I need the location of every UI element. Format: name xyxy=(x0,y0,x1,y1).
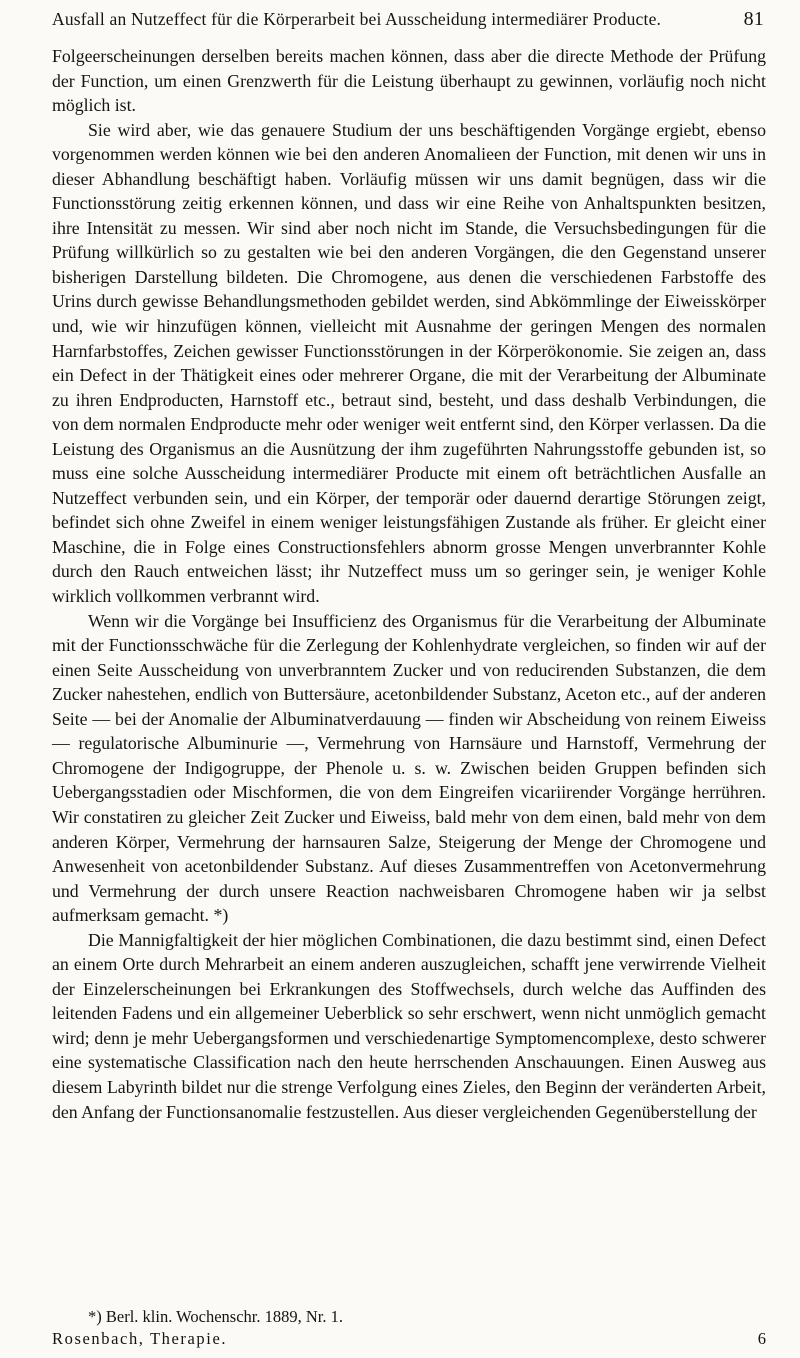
main-text xyxy=(52,44,766,1124)
signature-mark: 6 xyxy=(757,1329,766,1348)
paragraph-2: Sie wird aber, wie das genauere Studium der uns beschäftigenden Vorgänge ergiebt, ebenso vorgenommen werden können wie bei den anderen Anomalieen der Function, mit denen wir uns in dieser Abhandlung beschäftigt haben. Vorläufig müssen wir uns damit begnügen, dass wir die Functionsstörung zeitig erkennen können, und dass wir eine Reihe von Anhaltspunkten besitzen, ihre Intensität zu messen. Wir sind aber noch nicht im Stande, die Versuchsbedingungen für die Prüfung willkürlich so zu gestalten wie bei den anderen Vorgängen, die den Gegenstand unserer bisherigen Darstellung bildeten. Die Chromogene, aus denen die verschiedenen Farbstoffe des Urins durch gewisse Behandlungsmethoden gebildet werden, sind Abkömmlinge der Eiweisskörper und, wie wir hinzufügen können, vielleicht mit Ausnahme der geringen Mengen des normalen Harnfarbstoffes, Zeichen gewisser Functionsstörungen in der Körperökonomie. Sie zeigen an, dass ein Defect in der Thätigkeit eines oder mehrerer Organe, die mit der Verarbeitung der Albuminate zu ihren Endproducten, Harnstoff etc., betraut sind, besteht, und dass deshalb Verbindungen, die von dem normalen Endproducte mehr oder weniger weit entfernt sind, den Körper verlassen. Da die Leistung des Organismus an die Ausnützung der ihm zugeführten Nahrungsstoffe gebunden ist, so muss eine solche Ausscheidung intermediärer Producte mit einem oft beträchtlichen Ausfalle an Nutzeffect verbunden sein, und ein Körper, der temporär oder dauernd derartige Störungen zeigt, befindet sich ohne Zweifel in einem weniger leistungsfähigen Zustande als früher. Er gleicht einer Maschine, die in Folge eines Constructionsfehlers abnorm grosse Mengen unverbrannter Kohle durch den Rauch entweichen lässt; ihr Nutzeffect muss um so geringer sein, je weniger Kohle wirklich vollkommen verbrannt wird. xyxy=(52,119,766,607)
footnote: *) Berl. klin. Wochenschr. 1889, Nr. 1. xyxy=(88,1307,344,1326)
footer xyxy=(52,1306,766,1350)
paragraph-4: Die Mannigfaltigkeit der hier möglichen Combinationen, die dazu bestimmt sind, einen Defect an einem Orte durch Mehrarbeit an einem anderen auszugleichen, schafft jene verwirrende Vielheit der Einzelerscheinungen bei Erkrankungen des Stoffwechsels, durch welche das Auffinden des leitenden Fadens und ein allgemeiner Ueberblick so sehr erschwert, wenn nicht unmöglich gemacht wird; denn je mehr Uebergangsformen und verschiedenartige Symptomencomplexe, desto schwerer eine systematische Classification nach den heute herrschenden Anschauungen. Einen Ausweg aus diesem Labyrinth bildet nur die strenge Verfolgung eines Zieles, den Beginn der veränderten Arbeit, den Anfang der Functionsanomalie festzustellen. Aus dieser vergleichenden Gegenüberstellung der xyxy=(52,929,766,1122)
signature-line xyxy=(52,1328,766,1350)
running-header xyxy=(52,8,764,31)
running-title: Ausfall an Nutzeffect für die Körperarbeit bei Ausscheidung intermediärer Producte. xyxy=(52,9,662,29)
paragraph-3: Wenn wir die Vorgänge bei Insufficienz des Organismus für die Verarbeitung der Albuminate mit der Functionsschwäche für die Zerlegung der Kohlenhydrate vergleichen, so finden wir auf der einen Seite Ausscheidung von unverbranntem Zucker und von reducirenden Substanzen, die dem Zucker nahestehen, endlich von Buttersäure, acetonbildender Substanz, Aceton etc., auf der anderen Seite — bei der Anomalie der Albuminatverdauung — finden wir Abscheidung von reinem Eiweiss — regulatorische Albuminurie —, Vermehrung von Harnsäure und Harnstoff, Vermehrung der Chromogene der Indigogruppe, der Phenole u. s. w. Zwischen beiden Gruppen befinden sich Uebergangsstadien oder Mischformen, die von dem Eingreifen vicariirender Vorgänge herrühren. Wir constatiren zu gleicher Zeit Zucker und Eiweiss, bald mehr von dem einen, bald mehr von dem anderen Körper, Vermehrung der harnsauren Salze, Steigerung der Menge der Chromogene und Anwesenheit von acetonbildender Substanz. Auf dieses Zusammentreffen von Acetonvermehrung und Vermehrung der durch unsere Reaction nachweisbaren Chromogene haben wir ja selbst aufmerksam gemacht. *) xyxy=(52,610,766,926)
printer-signature: Rosenbach, Therapie. xyxy=(52,1329,228,1348)
paragraph-1: Folgeerscheinungen derselben bereits machen können, dass aber die directe Methode der Prüfung der Function, um einen Grenzwerth für die Leistung überhaupt zu gewinnen, vorläufig noch nicht möglich ist. xyxy=(52,46,766,116)
page-number: 81 xyxy=(743,8,764,30)
